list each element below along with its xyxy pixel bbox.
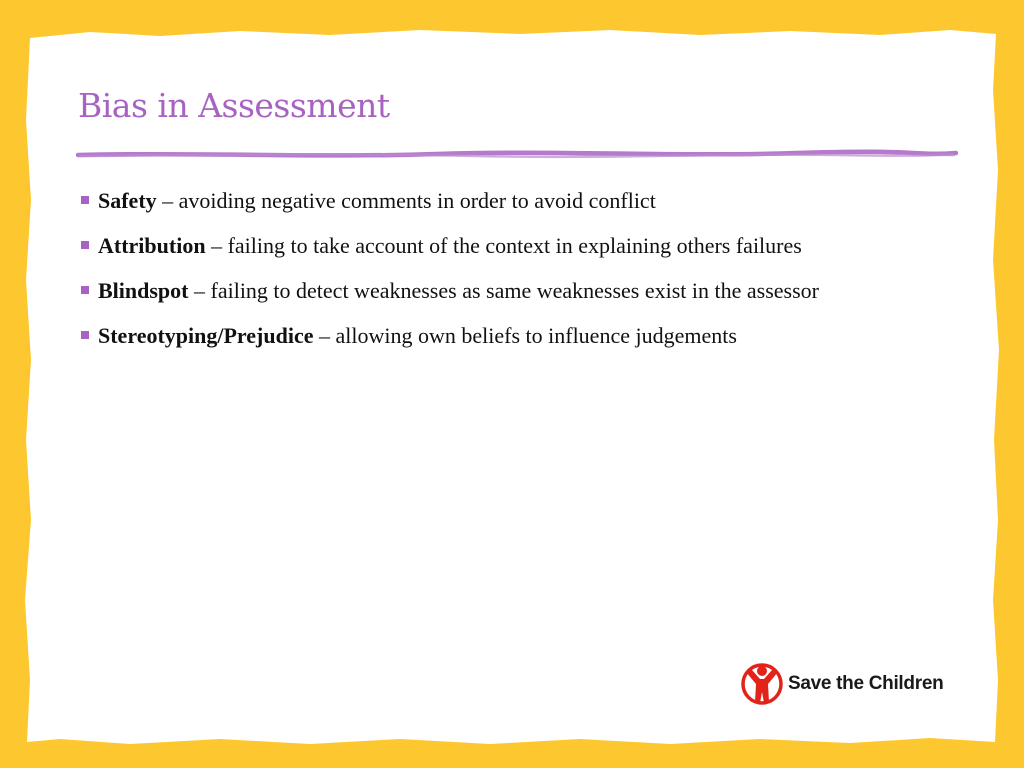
child-raising-arms-icon xyxy=(740,662,784,706)
bullet-item-safety xyxy=(80,186,970,231)
bullet-term: Stereotyping/Prejudice xyxy=(98,323,314,348)
bullet-item-attribution xyxy=(80,231,970,276)
bullet-list xyxy=(80,186,970,366)
bullet-text: failing to take account of the context in explaining others failures xyxy=(227,233,802,258)
bullet-text: failing to detect weaknesses as same weaknesses exist in the assessor xyxy=(210,278,819,303)
bullet-separator: – xyxy=(156,188,179,213)
bullet-term: Blindspot xyxy=(98,278,189,303)
bullet-term: Safety xyxy=(98,188,157,213)
bullet-item-stereotyping xyxy=(80,321,970,366)
square-bullet-icon xyxy=(81,331,89,339)
bullet-item-blindspot xyxy=(80,276,970,321)
bullet-text: avoiding negative comments in order to avoid conflict xyxy=(178,188,656,213)
square-bullet-icon xyxy=(81,241,89,249)
bullet-separator: – xyxy=(313,323,336,348)
square-bullet-icon xyxy=(81,196,89,204)
bullet-text: allowing own beliefs to influence judgements xyxy=(335,323,737,348)
bullet-separator: – xyxy=(188,278,211,303)
logo-wordmark: Save the Children xyxy=(788,673,944,694)
title-underline xyxy=(76,148,958,162)
slide-title: Bias in Assessment xyxy=(78,86,390,125)
save-the-children-logo xyxy=(740,662,943,706)
bullet-separator: – xyxy=(205,233,228,258)
bullet-term: Attribution xyxy=(98,233,206,258)
square-bullet-icon xyxy=(81,286,89,294)
